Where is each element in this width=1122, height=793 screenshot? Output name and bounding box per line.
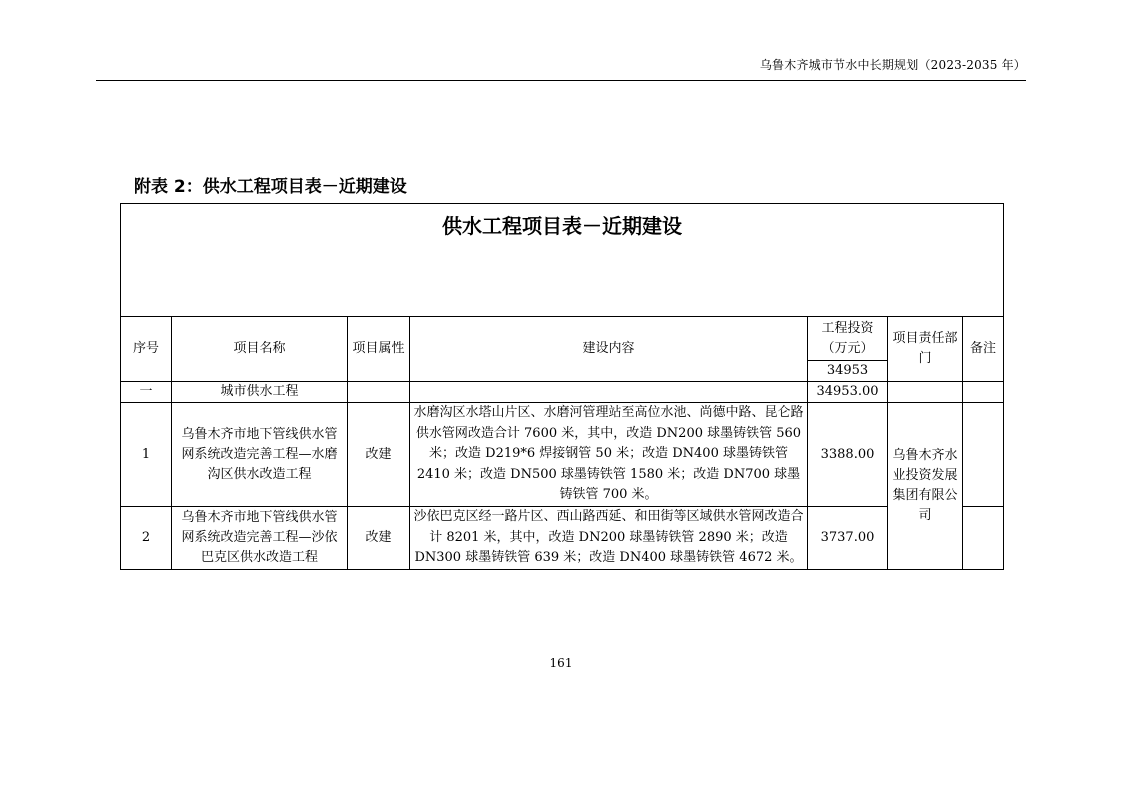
table-title: 供水工程项目表－近期建设 [121,204,1004,317]
page-number: 161 [549,656,573,670]
category-department [888,382,963,403]
row-name: 乌鲁木齐市地下管线供水管网系统改造完善工程—水磨沟区供水改造工程 [172,403,348,507]
row-remarks [963,403,1004,507]
row-index: 1 [121,403,172,507]
row-remarks [963,507,1004,570]
category-content [410,382,808,403]
row-attribute: 改建 [348,403,410,507]
header-rule [96,80,1026,81]
row-name: 乌鲁木齐市地下管线供水管网系统改造完善工程—沙依巴克区供水改造工程 [172,507,348,570]
row-investment: 3388.00 [808,403,888,507]
row-index: 2 [121,507,172,570]
category-row [121,382,1004,403]
col-header-content: 建设内容 [410,317,808,382]
col-header-department: 项目责任部门 [888,317,963,382]
table-title-row [121,204,1004,317]
header-row [121,317,1004,361]
row-content: 水磨沟区水塔山片区、水磨河管理站至高位水池、尚德中路、昆仑路供水管网改造合计 7600 米，其中，改造 DN200 球墨铸铁管 560 米；改造 D219*6 焊接钢管 50 米；改造 DN400 球墨铸铁管 2410 米；改造 DN500 球墨铸铁管 1580 米；改造 DN700 球墨铸铁管 700 米。 [410,403,808,507]
category-attribute [348,382,410,403]
table-row [121,403,1004,507]
appendix-title: 附表 2：供水工程项目表－近期建设 [134,177,407,197]
investment-total: 34953 [808,361,888,382]
project-table [120,203,1004,570]
col-header-index: 序号 [121,317,172,382]
category-investment: 34953.00 [808,382,888,403]
category-index: 一 [121,382,172,403]
col-header-investment: 工程投资（万元） [808,317,888,361]
row-attribute: 改建 [348,507,410,570]
col-header-name: 项目名称 [172,317,348,382]
running-header: 乌鲁木齐城市节水中长期规划（2023-2035 年） [759,58,1026,72]
col-header-attribute: 项目属性 [348,317,410,382]
shared-department: 乌鲁木齐水业投资发展集团有限公司 [888,403,963,570]
row-investment: 3737.00 [808,507,888,570]
category-remarks [963,382,1004,403]
table-row [121,507,1004,570]
row-content: 沙依巴克区经一路片区、西山路西延、和田街等区域供水管网改造合计 8201 米，其中，改造 DN200 球墨铸铁管 2890 米；改造 DN300 球墨铸铁管 639 米；改造 DN400 球墨铸铁管 4672 米。 [410,507,808,570]
category-name: 城市供水工程 [172,382,348,403]
col-header-remarks: 备注 [963,317,1004,382]
